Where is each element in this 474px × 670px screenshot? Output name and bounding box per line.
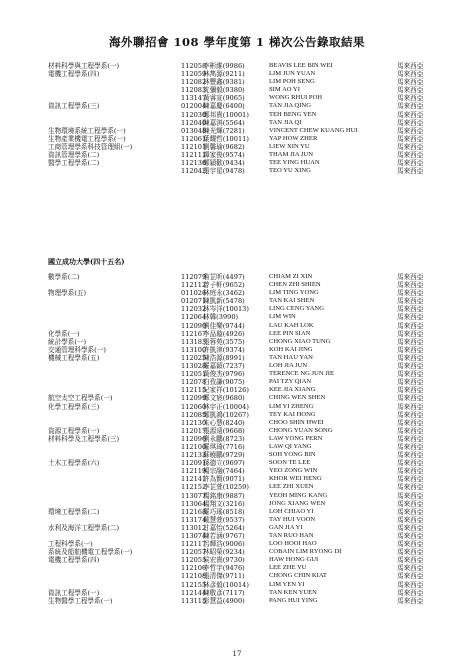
list-item bbox=[0, 354, 474, 362]
list-item bbox=[0, 443, 474, 451]
english-name-cell: TAN JIA QI bbox=[269, 118, 302, 126]
applicant-id-cell: 113028 bbox=[181, 362, 207, 371]
list-item bbox=[0, 597, 474, 605]
applicant-id-cell: 112061 bbox=[181, 134, 207, 143]
country-cell: 馬來西亞 bbox=[397, 297, 424, 306]
english-name-cell: LEE ZHE YU bbox=[269, 564, 307, 572]
english-name-cell: TAN KEN YUEN bbox=[269, 588, 317, 596]
list-item bbox=[0, 451, 474, 459]
english-name-cell: CHONG CHIN KIAT bbox=[269, 572, 327, 580]
country-cell: 馬來西亞 bbox=[397, 442, 424, 451]
applicant-id-cell: 112090 bbox=[181, 321, 207, 330]
country-cell: 馬來西亞 bbox=[397, 142, 424, 151]
admission-list-section-1 bbox=[0, 62, 474, 175]
applicant-id-cell: 113147 bbox=[181, 94, 207, 103]
chinese-name-cell: 沈彌毅(9380) bbox=[203, 86, 245, 95]
department-cell: 材料科學與工程學系(一) bbox=[48, 62, 120, 70]
applicant-id-cell: 112130 bbox=[181, 418, 207, 427]
country-cell: 馬來西亞 bbox=[397, 321, 424, 330]
applicant-id-cell: 112017 bbox=[181, 426, 207, 435]
list-item bbox=[0, 500, 474, 508]
applicant-id-cell: 112101 bbox=[181, 142, 207, 151]
chinese-name-cell: 陳浩源(8991) bbox=[203, 353, 245, 362]
applicant-id-cell: 112079 bbox=[181, 273, 207, 281]
english-name-cell: COBAIN LIM RYONG DI bbox=[269, 548, 342, 556]
country-cell: 馬來西亞 bbox=[397, 467, 424, 476]
country-cell: 馬來西亞 bbox=[397, 370, 424, 379]
chinese-name-cell: 鄭凱鴻(10267) bbox=[203, 410, 249, 419]
country-cell: 馬來西亞 bbox=[397, 159, 424, 168]
applicant-id-cell: 113100 bbox=[181, 345, 207, 354]
country-cell: 馬來西亞 bbox=[397, 548, 424, 557]
applicant-id-cell: 112167 bbox=[181, 329, 207, 338]
chinese-name-cell: 楊銘康(9887) bbox=[203, 491, 245, 500]
department-cell: 生物環境系統工程學系(一) bbox=[48, 126, 126, 135]
english-name-cell: TEH BENG YEN bbox=[269, 110, 317, 118]
applicant-id-cell: 113115 bbox=[181, 596, 207, 605]
applicant-id-cell: 112085 bbox=[181, 410, 207, 419]
chinese-name-cell: 林豐鑫(9381) bbox=[203, 78, 245, 87]
applicant-id-cell: 112152 bbox=[181, 483, 207, 492]
department-cell: 生物醫學工程學系(一) bbox=[48, 596, 113, 605]
english-name-cell: KEE JIA XIANG bbox=[269, 386, 316, 394]
country-cell: 馬來西亞 bbox=[397, 491, 424, 500]
english-name-cell: JONG XIANG WEN bbox=[269, 499, 326, 507]
english-name-cell: SIM AO YI bbox=[269, 86, 300, 94]
chinese-name-cell: 林雋源(9211) bbox=[203, 70, 245, 79]
english-name-cell: TAN HAU YAN bbox=[269, 353, 313, 361]
english-name-cell: TAN RUO HAN bbox=[269, 532, 314, 539]
country-cell: 馬來西亞 bbox=[397, 337, 424, 346]
list-item bbox=[0, 435, 474, 443]
chinese-name-cell: 李品璇(4926) bbox=[203, 329, 245, 338]
chinese-name-cell: 呂輝浩(9006) bbox=[203, 540, 245, 549]
list-item bbox=[0, 403, 474, 411]
applicant-id-cell: 113077 bbox=[181, 491, 207, 500]
chinese-name-cell: 甘嘉怡(5264) bbox=[203, 523, 245, 532]
english-name-cell: KHOR WEI HENG bbox=[269, 475, 322, 483]
country-cell: 馬來西亞 bbox=[397, 70, 424, 79]
list-item bbox=[0, 338, 474, 346]
applicant-id-cell: 112083 bbox=[181, 86, 207, 95]
department-cell: 數學系(二) bbox=[48, 273, 80, 281]
country-cell: 馬來西亞 bbox=[397, 499, 424, 508]
english-name-cell: LOO HOOI HAO bbox=[269, 540, 317, 548]
list-item bbox=[0, 127, 474, 135]
english-name-cell: CHONG YUAN SONG bbox=[269, 426, 333, 434]
english-name-cell: VINCENT CHEW KUANG HUI bbox=[269, 126, 358, 134]
english-name-cell: LIM POH SENG bbox=[269, 78, 315, 86]
country-cell: 馬來西亞 bbox=[397, 353, 424, 362]
applicant-id-cell: 112115 bbox=[181, 386, 207, 395]
department-cell: 環境工程學系(二) bbox=[48, 507, 100, 516]
country-cell: 馬來西亞 bbox=[397, 394, 424, 403]
chinese-name-cell: 李芷萱(10259) bbox=[203, 483, 249, 492]
country-cell: 馬來西亞 bbox=[397, 507, 424, 516]
list-item bbox=[0, 111, 474, 119]
chinese-name-cell: 許凱津(9374) bbox=[203, 345, 245, 354]
list-item bbox=[0, 411, 474, 419]
chinese-name-cell: 許為賢(9071) bbox=[203, 475, 245, 484]
list-item bbox=[0, 346, 474, 354]
department-cell: 系統及船舶機電工程學系(一) bbox=[48, 548, 133, 557]
chinese-name-cell: 紀家祥(10126) bbox=[203, 386, 249, 395]
list-item bbox=[0, 70, 474, 78]
department-cell: 資訊管理學系(二) bbox=[48, 151, 100, 160]
english-name-cell: SOH YONG BIN bbox=[269, 451, 316, 459]
english-name-cell: TAN KAI SHEN bbox=[269, 297, 315, 305]
department-cell: 航空太空工程學系(一) bbox=[48, 394, 113, 403]
english-name-cell: LEE PIN SIAN bbox=[269, 329, 311, 337]
list-item bbox=[0, 273, 474, 281]
chinese-name-cell: 彭慧益(4900) bbox=[203, 596, 245, 605]
english-name-cell: LIM TING YONG bbox=[269, 289, 319, 297]
country-cell: 馬來西亞 bbox=[397, 345, 424, 354]
country-cell: 馬來西亞 bbox=[397, 451, 424, 460]
country-cell: 馬來西亞 bbox=[397, 313, 424, 322]
chinese-name-cell: 陳嘉慶(6400) bbox=[203, 102, 245, 111]
chinese-name-cell: 鄭邦貴(10001) bbox=[203, 110, 249, 119]
chinese-name-cell: 陳敬彥(7117) bbox=[203, 588, 245, 597]
country-cell: 馬來西亞 bbox=[397, 459, 424, 468]
department-cell: 材料科學及工程學系(三) bbox=[48, 434, 120, 443]
list-item bbox=[0, 589, 474, 597]
english-name-cell: TEE YING HUAN bbox=[269, 159, 320, 167]
english-name-cell: WONG RHUI POH bbox=[269, 94, 323, 102]
page-number: 17 bbox=[232, 650, 242, 658]
chinese-name-cell: 楊宗融(7464) bbox=[203, 467, 245, 476]
list-item bbox=[0, 330, 474, 338]
country-cell: 馬來西亞 bbox=[397, 281, 424, 290]
country-cell: 馬來西亞 bbox=[397, 94, 424, 103]
chinese-name-cell: 羅嘉穎(7237) bbox=[203, 362, 245, 371]
english-name-cell: LIEW XIN YU bbox=[269, 142, 310, 150]
chinese-name-cell: 侯宏貴(9730) bbox=[203, 556, 245, 565]
chinese-name-cell: 李哲宇(9476) bbox=[203, 564, 245, 573]
chinese-name-cell: 鄭穎歡(9434) bbox=[203, 159, 245, 168]
chinese-name-cell: 黃俊杰(9796) bbox=[203, 370, 245, 379]
applicant-id-cell: 112155 bbox=[181, 580, 207, 589]
english-name-cell: LING CENG YANG bbox=[269, 305, 325, 313]
applicant-id-cell: 112117 bbox=[181, 540, 207, 549]
english-name-cell: TERENCE NG JUN JIE bbox=[269, 370, 335, 378]
english-name-cell: KOH KAI JING bbox=[269, 345, 313, 353]
list-item bbox=[0, 419, 474, 427]
applicant-id-cell: 112112 bbox=[181, 281, 207, 290]
english-name-cell: LIM YI ZHENG bbox=[269, 402, 314, 410]
applicant-id-cell: 012071 bbox=[181, 297, 207, 306]
country-cell: 馬來西亞 bbox=[397, 378, 424, 387]
chinese-name-cell: 劉永鵬(8723) bbox=[203, 434, 245, 443]
list-item bbox=[0, 119, 474, 127]
department-cell: 工商管理學系科技管理組(一) bbox=[48, 142, 133, 151]
applicant-id-cell: 112168 bbox=[181, 507, 207, 516]
applicant-id-cell: 112106 bbox=[181, 564, 207, 573]
country-cell: 馬來西亞 bbox=[397, 580, 424, 589]
applicant-id-cell: 112111 bbox=[181, 151, 207, 160]
chinese-name-cell: 朱心慧(8240) bbox=[203, 418, 245, 427]
chinese-name-cell: 劉佳樂(9744) bbox=[203, 321, 245, 330]
english-name-cell: TAN JIA QING bbox=[269, 102, 311, 110]
applicant-id-cell: 112144 bbox=[181, 588, 207, 597]
country-cell: 馬來西亞 bbox=[397, 289, 424, 298]
applicant-id-cell: 112096 bbox=[181, 434, 207, 443]
chinese-name-cell: 羅琪琦(7716) bbox=[203, 442, 245, 451]
country-cell: 馬來西亞 bbox=[397, 523, 424, 532]
country-cell: 馬來西亞 bbox=[397, 118, 424, 127]
applicant-id-cell: 112058 bbox=[181, 62, 207, 70]
applicant-id-cell: 112030 bbox=[181, 110, 207, 119]
department-cell: 電機工程學系(四) bbox=[48, 70, 100, 79]
chinese-name-cell: 張清傑(9711) bbox=[203, 572, 245, 581]
english-name-cell: PANG HUI YING bbox=[269, 596, 318, 604]
chinese-name-cell: 蘇曉鵬(9729) bbox=[203, 451, 245, 460]
department-cell: 資訊工程學系(三) bbox=[48, 102, 100, 111]
chinese-name-cell: 白孜謙(9075) bbox=[203, 378, 245, 387]
country-cell: 馬來西亞 bbox=[397, 329, 424, 338]
chinese-name-cell: 林岑洋(10013) bbox=[203, 305, 249, 314]
country-cell: 馬來西亞 bbox=[397, 540, 424, 549]
chinese-name-cell: 葉耀哲(10011) bbox=[203, 134, 249, 143]
list-item bbox=[0, 313, 474, 321]
english-name-cell: CHIAM ZI XIN bbox=[269, 273, 313, 280]
country-cell: 馬來西亞 bbox=[397, 102, 424, 111]
chinese-name-cell: 劉馨瑜(9682) bbox=[203, 142, 245, 151]
applicant-id-cell: 112136 bbox=[181, 159, 207, 168]
department-cell: 交通管理科學系(一) bbox=[48, 345, 106, 354]
english-name-cell: CHOO SHIN HWEI bbox=[269, 418, 324, 426]
chinese-name-cell: 羅巧瑤(8518) bbox=[203, 507, 245, 516]
chinese-name-cell: 林昭榮(9234) bbox=[203, 548, 245, 557]
country-cell: 馬來西亞 bbox=[397, 78, 424, 87]
applicant-id-cell: 112055 bbox=[181, 556, 207, 565]
english-name-cell: LEE ZHI XUEN bbox=[269, 483, 314, 491]
department-cell: 物理學系(五) bbox=[48, 289, 87, 298]
country-cell: 馬來西亞 bbox=[397, 588, 424, 597]
country-cell: 馬來西亞 bbox=[397, 151, 424, 160]
applicant-id-cell: 113012 bbox=[181, 523, 207, 532]
country-cell: 馬來西亞 bbox=[397, 362, 424, 371]
list-item bbox=[0, 524, 474, 532]
list-item bbox=[0, 322, 474, 330]
country-cell: 馬來西亞 bbox=[397, 126, 424, 135]
country-cell: 馬來西亞 bbox=[397, 273, 424, 281]
list-item bbox=[0, 159, 474, 167]
english-name-cell: PAI TZY QIAN bbox=[269, 378, 312, 386]
english-name-cell: LIM WIN bbox=[269, 313, 296, 321]
chinese-name-cell: 林庭永(3462) bbox=[203, 289, 245, 298]
list-item bbox=[0, 492, 474, 500]
english-name-cell: TEO YU XING bbox=[269, 167, 311, 175]
country-cell: 馬來西亞 bbox=[397, 475, 424, 484]
country-cell: 馬來西亞 bbox=[397, 86, 424, 95]
chinese-name-cell: 陳若涵(9767) bbox=[203, 532, 245, 540]
chinese-name-cell: 譚家俊(9574) bbox=[203, 151, 245, 160]
applicant-id-cell: 112099 bbox=[181, 394, 207, 403]
admission-list-section-2 bbox=[0, 273, 474, 605]
english-name-cell: CHONG XIAO TUNG bbox=[269, 337, 331, 345]
chinese-name-cell: 林宇正(10004) bbox=[203, 402, 249, 411]
country-cell: 馬來西亞 bbox=[397, 426, 424, 435]
department-cell: 電機工程學系(四) bbox=[48, 556, 100, 565]
country-cell: 馬來西亞 bbox=[397, 402, 424, 411]
country-cell: 馬來西亞 bbox=[397, 596, 424, 605]
applicant-id-cell: 112064 bbox=[181, 313, 207, 322]
list-item bbox=[0, 540, 474, 548]
applicant-id-cell: 112119 bbox=[181, 467, 207, 476]
applicant-id-cell: 011026 bbox=[181, 289, 207, 298]
applicant-id-cell: 113074 bbox=[181, 532, 207, 540]
country-cell: 馬來西亞 bbox=[397, 386, 424, 395]
country-cell: 馬來西亞 bbox=[397, 532, 424, 540]
chinese-name-cell: 楊翔文(3216) bbox=[203, 499, 245, 508]
chinese-name-cell: 張源遠(9668) bbox=[203, 426, 245, 435]
applicant-id-cell: 113064 bbox=[181, 499, 207, 508]
applicant-id-cell: 112082 bbox=[181, 78, 207, 87]
applicant-id-cell: 112141 bbox=[181, 475, 207, 484]
applicant-id-cell: 113183 bbox=[181, 337, 207, 346]
list-item bbox=[0, 281, 474, 289]
chinese-name-cell: 張蓉苑(3575) bbox=[203, 337, 245, 346]
list-item bbox=[0, 483, 474, 491]
applicant-id-cell: 112042 bbox=[181, 167, 207, 176]
english-name-cell: LAU KAH LOK bbox=[269, 321, 314, 329]
list-item bbox=[0, 167, 474, 175]
applicant-id-cell: 112051 bbox=[181, 370, 207, 379]
country-cell: 馬來西亞 bbox=[397, 564, 424, 573]
applicant-id-cell: 112078 bbox=[181, 378, 207, 387]
chinese-name-cell: 鄭文宸(9680) bbox=[203, 394, 245, 403]
english-name-cell: GAN JIA YI bbox=[269, 523, 303, 531]
university-heading: 國立成功大學(四十五名) bbox=[48, 257, 125, 266]
applicant-id-cell: 013048 bbox=[181, 126, 207, 135]
applicant-id-cell: 112060 bbox=[181, 402, 207, 411]
department-cell: 統計學系(一) bbox=[48, 337, 87, 346]
department-cell: 土木工程學系(六) bbox=[48, 459, 100, 468]
applicant-id-cell: 112133 bbox=[181, 451, 207, 460]
country-cell: 馬來西亞 bbox=[397, 483, 424, 492]
department-cell: 化學工程學系(三) bbox=[48, 402, 100, 411]
english-name-cell: LOH CHIAO YI bbox=[269, 507, 314, 515]
chinese-name-cell: 戴慧萱(9537) bbox=[203, 515, 245, 524]
country-cell: 馬來西亞 bbox=[397, 515, 424, 524]
chinese-name-cell: 曾子軒(9652) bbox=[203, 281, 245, 290]
english-name-cell: TEY KAI HONG bbox=[269, 410, 316, 418]
list-item bbox=[0, 151, 474, 159]
department-cell: 醫學工程學系(二) bbox=[48, 159, 100, 168]
applicant-id-cell: 112059 bbox=[181, 70, 207, 79]
country-cell: 馬來西亞 bbox=[397, 572, 424, 581]
applicant-id-cell: 113174 bbox=[181, 515, 207, 524]
list-item bbox=[0, 362, 474, 370]
chinese-name-cell: 陳嘉淇(5564) bbox=[203, 118, 245, 127]
department-cell: 化學系(一) bbox=[48, 329, 80, 338]
applicant-id-cell: 112025 bbox=[181, 353, 207, 362]
chinese-name-cell: 黃睿宣(9065) bbox=[203, 94, 245, 103]
english-name-cell: LAW YONG PERN bbox=[269, 434, 323, 442]
country-cell: 馬來西亞 bbox=[397, 305, 424, 314]
applicant-id-cell: 112091 bbox=[181, 459, 207, 468]
english-name-cell: THAM JIA JUN bbox=[269, 151, 313, 159]
applicant-id-cell: 112100 bbox=[181, 442, 207, 451]
chinese-name-cell: 詹芷昕(4497) bbox=[203, 273, 245, 281]
list-item bbox=[0, 62, 474, 70]
department-cell: 資訊工程學系(一) bbox=[48, 588, 100, 597]
department-cell: 機械工程學系(五) bbox=[48, 353, 100, 362]
applicant-id-cell: 112108 bbox=[181, 572, 207, 581]
page-title: 海外聯招會 108 學年度第 1 梯次公告錄取結果 bbox=[108, 35, 366, 49]
english-name-cell: TAY HUI VOON bbox=[269, 515, 316, 523]
english-name-cell: YEO ZONG WIN bbox=[269, 467, 318, 475]
department-cell: 水利及海洋工程學系(二) bbox=[48, 523, 120, 532]
chinese-name-cell: 林韓(3990) bbox=[203, 313, 239, 322]
list-item bbox=[0, 508, 474, 516]
chinese-name-cell: 陳凱新(5478) bbox=[203, 297, 245, 306]
english-name-cell: CHEN ZHI SHIEN bbox=[269, 281, 321, 289]
english-name-cell: LOH JIA JUN bbox=[269, 362, 308, 370]
chinese-name-cell: 孫德立(9697) bbox=[203, 459, 245, 468]
country-cell: 馬來西亞 bbox=[397, 434, 424, 443]
list-item bbox=[0, 135, 474, 143]
english-name-cell: BEAVIS LEE BIN WEI bbox=[269, 62, 333, 69]
country-cell: 馬來西亞 bbox=[397, 167, 424, 176]
department-cell: 資源工程學系(一) bbox=[48, 426, 100, 435]
applicant-id-cell: 112040 bbox=[181, 118, 207, 127]
english-name-cell: CHING WEN SHEN bbox=[269, 394, 326, 402]
list-item bbox=[0, 394, 474, 402]
english-name-cell: LAW QI YANG bbox=[269, 442, 312, 450]
country-cell: 馬來西亞 bbox=[397, 110, 424, 119]
applicant-id-cell: 112057 bbox=[181, 548, 207, 557]
list-item bbox=[0, 516, 474, 524]
applicant-id-cell: 112032 bbox=[181, 305, 207, 314]
chinese-name-cell: 林彥毅(10014) bbox=[203, 580, 249, 589]
country-cell: 馬來西亞 bbox=[397, 410, 424, 419]
english-name-cell: SOON TE LEE bbox=[269, 459, 311, 467]
applicant-id-cell: 012004 bbox=[181, 102, 207, 111]
list-item bbox=[0, 581, 474, 589]
list-item bbox=[0, 427, 474, 435]
chinese-name-cell: 陳光輝(7281) bbox=[203, 126, 245, 135]
list-item bbox=[0, 572, 474, 580]
country-cell: 馬來西亞 bbox=[397, 556, 424, 565]
english-name-cell: YAP HOW ZHER bbox=[269, 134, 318, 142]
chinese-name-cell: 李彬維(9986) bbox=[203, 62, 245, 70]
chinese-name-cell: 張宇星(9478) bbox=[203, 167, 245, 176]
department-cell: 工程科學系(一) bbox=[48, 540, 93, 549]
country-cell: 馬來西亞 bbox=[397, 62, 424, 70]
country-cell: 馬來西亞 bbox=[397, 134, 424, 143]
english-name-cell: LIM JUN YUAN bbox=[269, 70, 316, 78]
english-name-cell: LIM YEN YI bbox=[269, 580, 305, 588]
department-cell: 生物產業機電工程學系(一) bbox=[48, 134, 126, 143]
list-item bbox=[0, 370, 474, 378]
english-name-cell: YEOH MING KANG bbox=[269, 491, 328, 499]
english-name-cell: HAW HONG GUI bbox=[269, 556, 319, 564]
list-item bbox=[0, 532, 474, 540]
list-item bbox=[0, 102, 474, 110]
list-item bbox=[0, 143, 474, 151]
country-cell: 馬來西亞 bbox=[397, 418, 424, 427]
